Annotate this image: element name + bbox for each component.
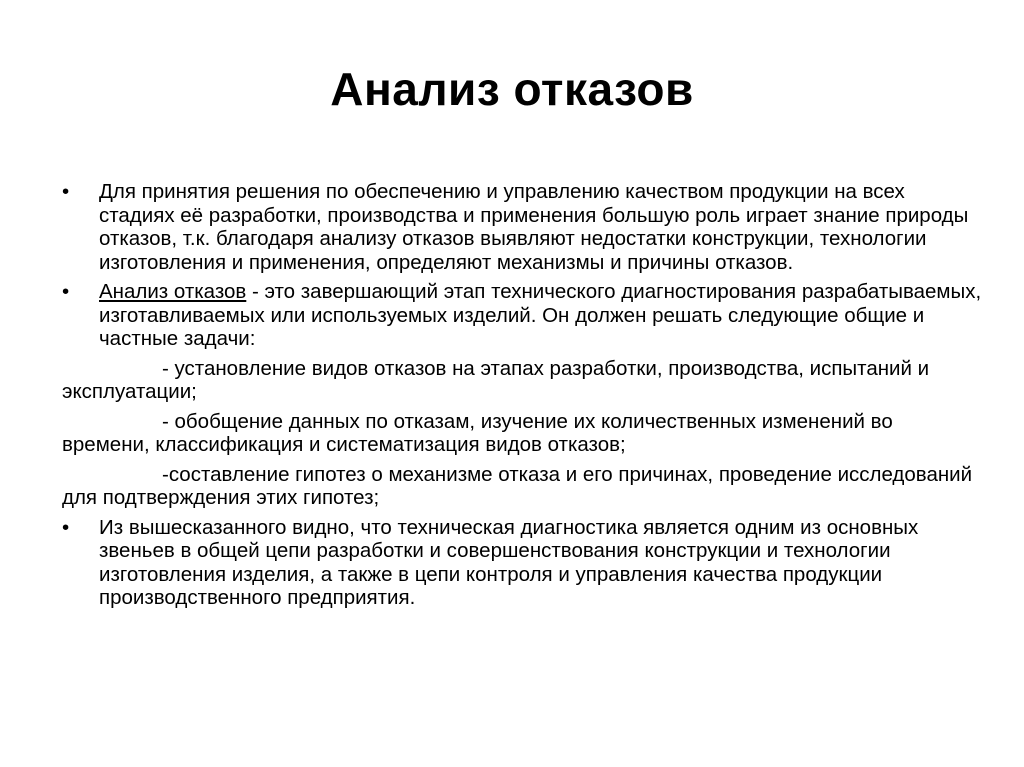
subtask-3: -составление гипотез о механизме отказа и его причинах, проведение исследований для подтверждения этих гипотез;	[62, 462, 973, 509]
slide-title: Анализ отказов	[330, 63, 694, 115]
bullet-paragraph-1	[62, 180, 982, 274]
bullet-marker: •	[62, 515, 70, 539]
subtask-2: - обобщение данных по отказам, изучение их количественных изменений во времени, классификация и систематизация видов отказов;	[62, 409, 893, 456]
bullet-marker: •	[62, 180, 70, 203]
paragraph-text: Из вышесказанного видно, что техническая диагностика является одним из основных звеньев в общей цепи разработки и совершенствования конструкции и технологии изготовления изделия, а также в цепи контроля и управления качества продукции производственного предприятия.	[99, 515, 919, 609]
paragraph-text: Для принятия решения по обеспечению и управлению качеством продукции на всех стадиях её разработки, производства и применения большую роль играет знание природы отказов, т.к. благодаря анализу отказов выявляют недостатки конструкции, технологии изготовления и применения, определяют механизмы и причины отказов.	[99, 180, 969, 274]
term-underlined: Анализ отказов	[99, 280, 247, 303]
bullet-paragraph-2	[62, 280, 982, 351]
paragraph-text: - это завершающий этап технического диагностирования разрабатываемых, изготавливаемых или используемых изделий. Он должен решать следующие общие и частные задачи:	[99, 280, 982, 350]
bullet-paragraph-3	[62, 516, 982, 610]
subtask-1: - установление видов отказов на этапах разработки, производства, испытаний и эксплуатации;	[62, 356, 930, 403]
slide-body	[62, 180, 982, 616]
bullet-marker: •	[62, 280, 70, 303]
